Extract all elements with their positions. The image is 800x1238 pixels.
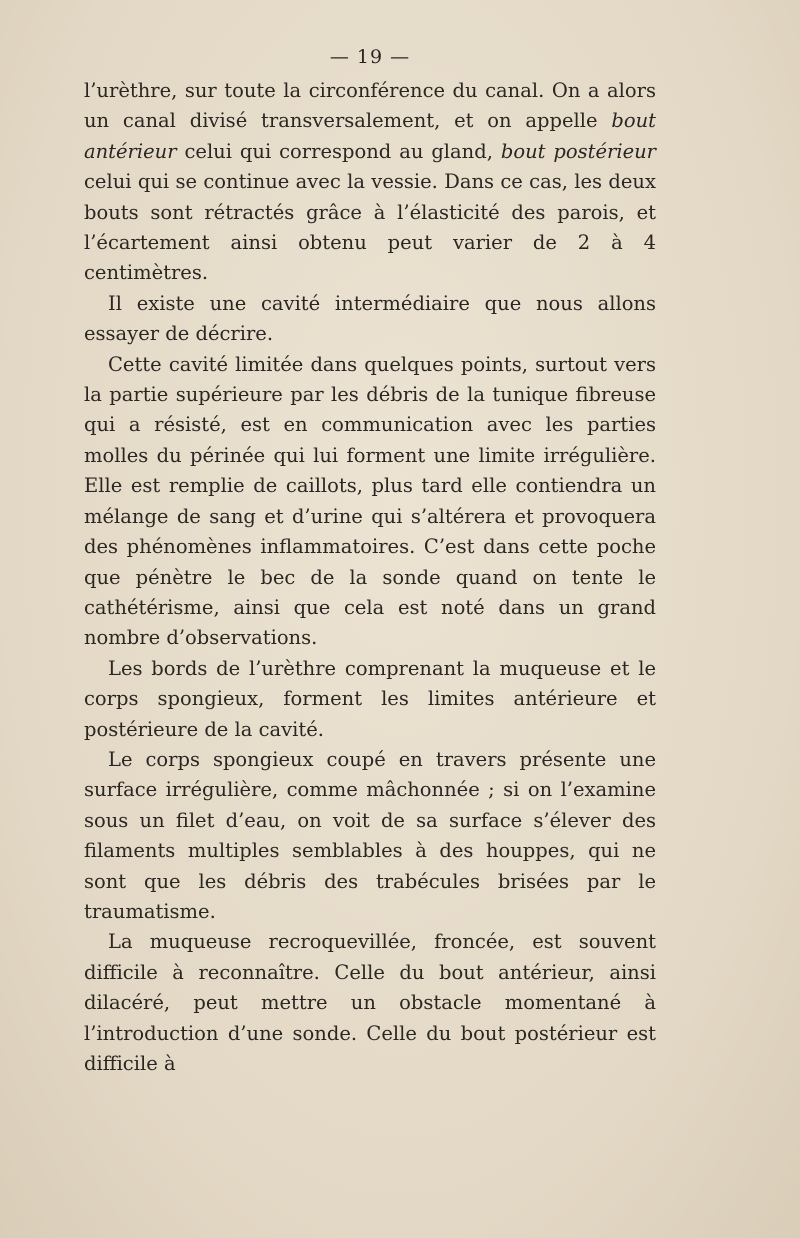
paragraph-text: Cette cavité limitée dans quelques points, surtout vers la partie supérieure par les débris de la tunique fibreuse qui a résisté, est en communication avec les parties molles du périnée qui lui forment une limite irrégulière. Elle est remplie de caillots, plus tard elle contiendra un mélange de sang et d’urine qui s’altérera et provoquera des phénomènes inflammatoires. C’est dans cette poche que pénètre le bec de la sonde quand on tente le cathétérisme, ainsi que cela est noté dans un grand nombre d’observations. bbox=[84, 352, 656, 650]
paragraph-text: La muqueuse recroquevillée, froncée, est souvent difficile à reconnaître. Celle du bout antérieur, ainsi dilacéré, peut mettre un obstacle momentané à l’introduction d’une sonde. Celle du bout postérieur est difficile à bbox=[84, 930, 656, 1075]
paragraph-text: celui qui correspond au gland, bbox=[176, 139, 501, 163]
paragraph-text: l’urèthre, sur toute la circonférence du canal. On a alors un canal divisé transversalement, et on appelle bbox=[84, 79, 656, 133]
paragraph-text: celui qui se continue avec la vessie. Dans ce cas, les deux bouts sont rétractés grâce à l’élasticité des parois, et l’écartement ainsi obtenu peut varier de 2 à 4 centimètres. bbox=[84, 170, 656, 285]
paragraph-4 bbox=[84, 654, 656, 745]
paragraph-3 bbox=[84, 350, 656, 654]
paragraph-5 bbox=[84, 745, 656, 927]
italic-term-bout-anterieur: bout antérieur bbox=[84, 109, 656, 163]
italic-term-bout-posterieur: bout postérieur bbox=[500, 139, 656, 163]
book-page bbox=[84, 46, 656, 1079]
paragraph-text: Le corps spongieux coupé en travers présente une surface irrégulière, comme mâchonnée ; si on l’examine sous un filet d’eau, on voit de sa surface s’élever des filaments multiples semblables à des houppes, qui ne sont que les débris des trabécules brisées par le traumatisme. bbox=[84, 747, 656, 923]
paragraph-2 bbox=[84, 289, 656, 350]
paragraph-text: Les bords de l’urèthre comprenant la muqueuse et le corps spongieux, forment les limites antérieure et postérieure de la cavité. bbox=[84, 656, 656, 741]
paragraph-6 bbox=[84, 927, 656, 1079]
paragraph-text: Il existe une cavité intermédiaire que nous allons essayer de décrire. bbox=[84, 291, 656, 346]
page-number: — 19 — bbox=[329, 46, 411, 68]
paragraph-1 bbox=[84, 76, 656, 289]
